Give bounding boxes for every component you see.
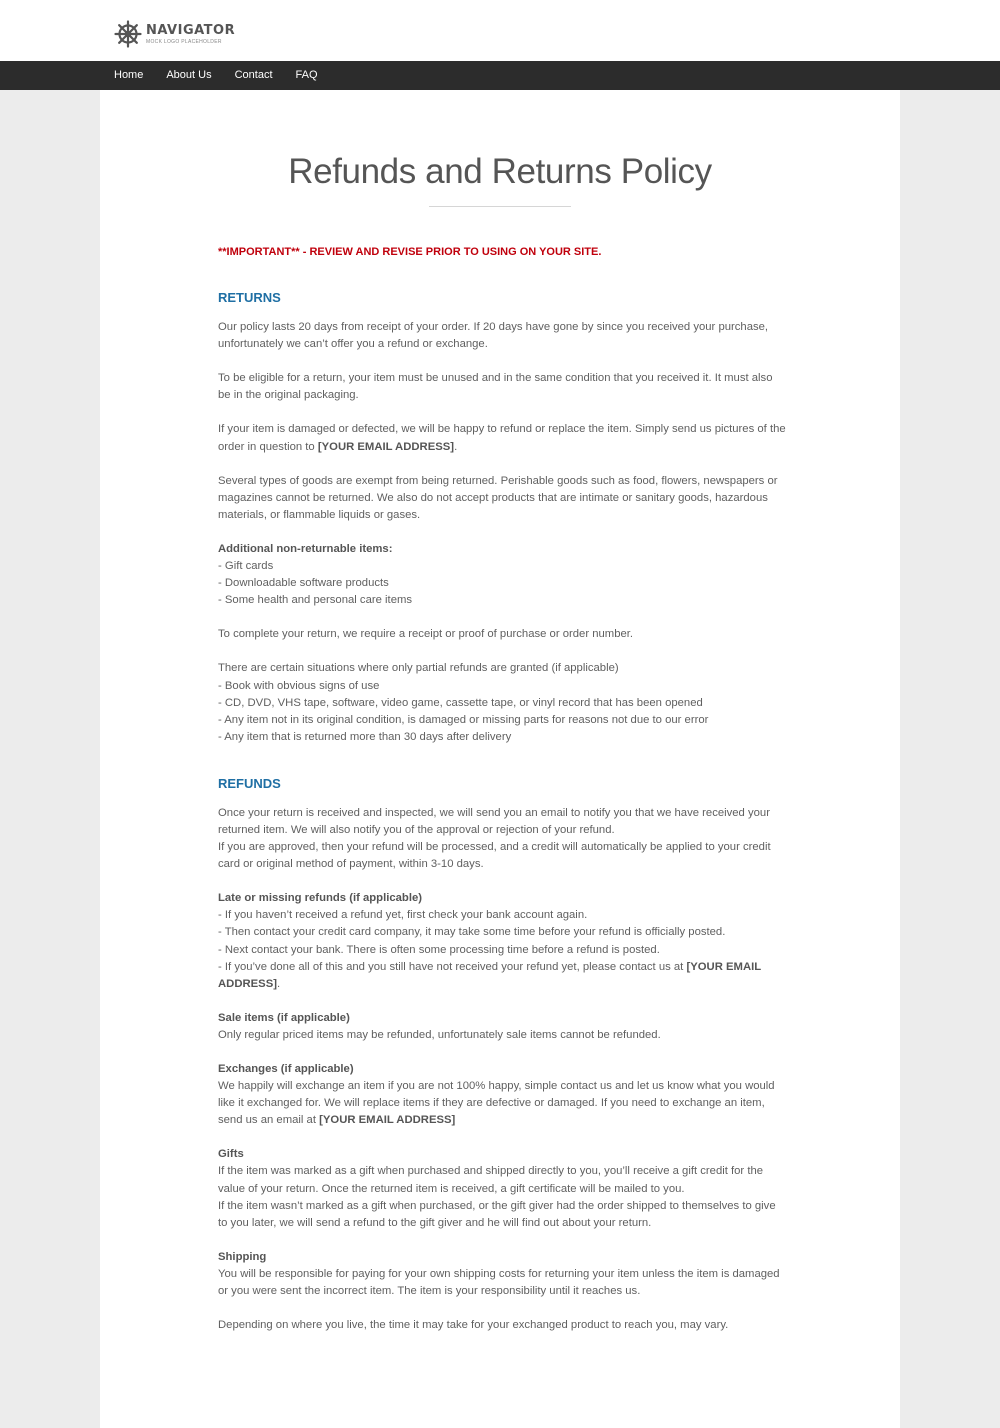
returns-paragraph: To be eligible for a return, your item must be unused and in the same condition that you received it. It must also be in the original packaging. xyxy=(218,372,773,402)
email-placeholder: [YOUR EMAIL ADDRESS] xyxy=(317,440,455,453)
partial-refunds-intro: There are certain situations where only partial refunds are granted (if applicable) xyxy=(218,662,619,675)
punctuation: . xyxy=(454,440,458,453)
nonreturnable-heading: Additional non-returnable items: xyxy=(218,542,393,555)
page-content xyxy=(100,90,900,1428)
list-item: - Then contact your credit card company, it may take some time before your refund is officially posted. xyxy=(218,926,726,939)
site-header xyxy=(0,0,1000,61)
important-notice: **IMPORTANT** - REVIEW AND REVISE PRIOR TO USING ON YOUR SITE. xyxy=(218,246,602,258)
returns-paragraph-text: If your item is damaged or defected, we will be happy to refund or replace the item. Simply send us pictures of the order in question to xyxy=(218,423,786,453)
main-nav xyxy=(0,61,1000,90)
sale-items-heading: Sale items (if applicable) xyxy=(218,1011,350,1024)
list-item: - Gift cards xyxy=(218,560,274,573)
page-title: Refunds and Returns Policy xyxy=(288,152,712,191)
returns-paragraph xyxy=(218,421,788,455)
exchanges-text-body: We happily will exchange an item if you are not 100% happy, simple contact us and let us know what you would like it exchanged for. We will replace items if they are defective or damaged. If you need to exchange an item, send us an email at xyxy=(218,1080,775,1127)
list-item: - Any item not in its original condition, is damaged or missing parts for reasons not due to our error xyxy=(218,713,709,726)
returns-paragraph: Our policy lasts 20 days from receipt of your order. If 20 days have gone by since you received your purchase, unfortunately we can’t offer you a refund or exchange. xyxy=(218,321,769,351)
gifts-text: If the item wasn’t marked as a gift when purchased, or the gift giver had the order shipped to themselves to give to you later, we will send a refund to the gift giver and he will find out about your return. xyxy=(218,1199,776,1229)
late-refunds-heading: Late or missing refunds (if applicable) xyxy=(218,892,423,905)
nav-item-faq[interactable]: FAQ xyxy=(295,69,318,81)
nav-item-contact[interactable]: Contact xyxy=(234,69,273,81)
ship-wheel-icon xyxy=(114,20,142,48)
list-item: - Any item that is returned more than 30 days after delivery xyxy=(218,730,512,743)
shipping-text: Depending on where you live, the time it may take for your exchanged product to reach you, may vary. xyxy=(218,1319,729,1332)
logo-tagline: MOCK LOGO PLACEHOLDER xyxy=(146,38,222,45)
gifts-text: If the item was marked as a gift when purchased and shipped directly to you, you’ll receive a gift credit for the value of your return. Once the returned item is received, a gift certificate will be mailed to you. xyxy=(218,1165,764,1195)
refunds-paragraph: If you are approved, then your refund will be processed, and a credit will automatically be applied to your credit card or original method of payment, within 3-10 days. xyxy=(218,841,771,871)
refunds-heading: REFUNDS xyxy=(218,775,281,791)
shipping-text: You will be responsible for paying for your own shipping costs for returning your item unless the item is damaged or you were sent the incorrect item. The item is your responsibility until it reaches us. xyxy=(218,1267,780,1298)
email-placeholder: [YOUR EMAIL ADDRESS] xyxy=(218,960,761,990)
list-item-text: - If you’ve done all of this and you still have not received your refund yet, please contact us at xyxy=(218,960,687,973)
email-placeholder: [YOUR EMAIL ADDRESS] xyxy=(319,1114,456,1127)
list-item: - Some health and personal care items xyxy=(218,594,413,607)
list-item: - Downloadable software products xyxy=(218,577,389,590)
list-item: - If you haven’t received a refund yet, first check your bank account again. xyxy=(218,909,588,922)
nav-item-about-us[interactable]: About Us xyxy=(166,69,212,81)
list-item xyxy=(218,959,788,993)
shipping-heading: Shipping xyxy=(218,1250,267,1263)
exchanges-heading: Exchanges (if applicable) xyxy=(218,1063,354,1075)
nav-item-home[interactable]: Home xyxy=(114,69,144,81)
list-item: - CD, DVD, VHS tape, software, video game, cassette tape, or vinyl record that has been opened xyxy=(218,696,703,709)
punctuation: . xyxy=(277,977,281,990)
returns-paragraph: Several types of goods are exempt from being returned. Perishable goods such as food, flowers, newspapers or magazines cannot be returned. We also do not accept products that are intimate or sanitary goods, hazardous materials, or flammable liquids or gases. xyxy=(218,474,778,521)
sale-items-text: Only regular priced items may be refunded, unfortunately sale items cannot be refunded. xyxy=(218,1028,661,1041)
site-logo[interactable] xyxy=(114,20,235,48)
list-item: - Book with obvious signs of use xyxy=(218,679,380,692)
gifts-heading: Gifts xyxy=(218,1148,244,1161)
returns-heading: RETURNS xyxy=(218,290,281,306)
logo-name: NAVIGATOR xyxy=(146,22,236,38)
list-item: - Next contact your bank. There is often some processing time before a refund is posted. xyxy=(218,943,660,956)
refunds-paragraph: Once your return is received and inspected, we will send you an email to notify you that we have received your returned item. We will also notify you of the approval or rejection of your refund. xyxy=(218,806,770,836)
exchanges-text xyxy=(218,1078,788,1129)
title-divider xyxy=(429,206,571,207)
returns-paragraph: To complete your return, we require a receipt or proof of purchase or order number. xyxy=(218,628,634,641)
policy-body xyxy=(218,244,788,1334)
